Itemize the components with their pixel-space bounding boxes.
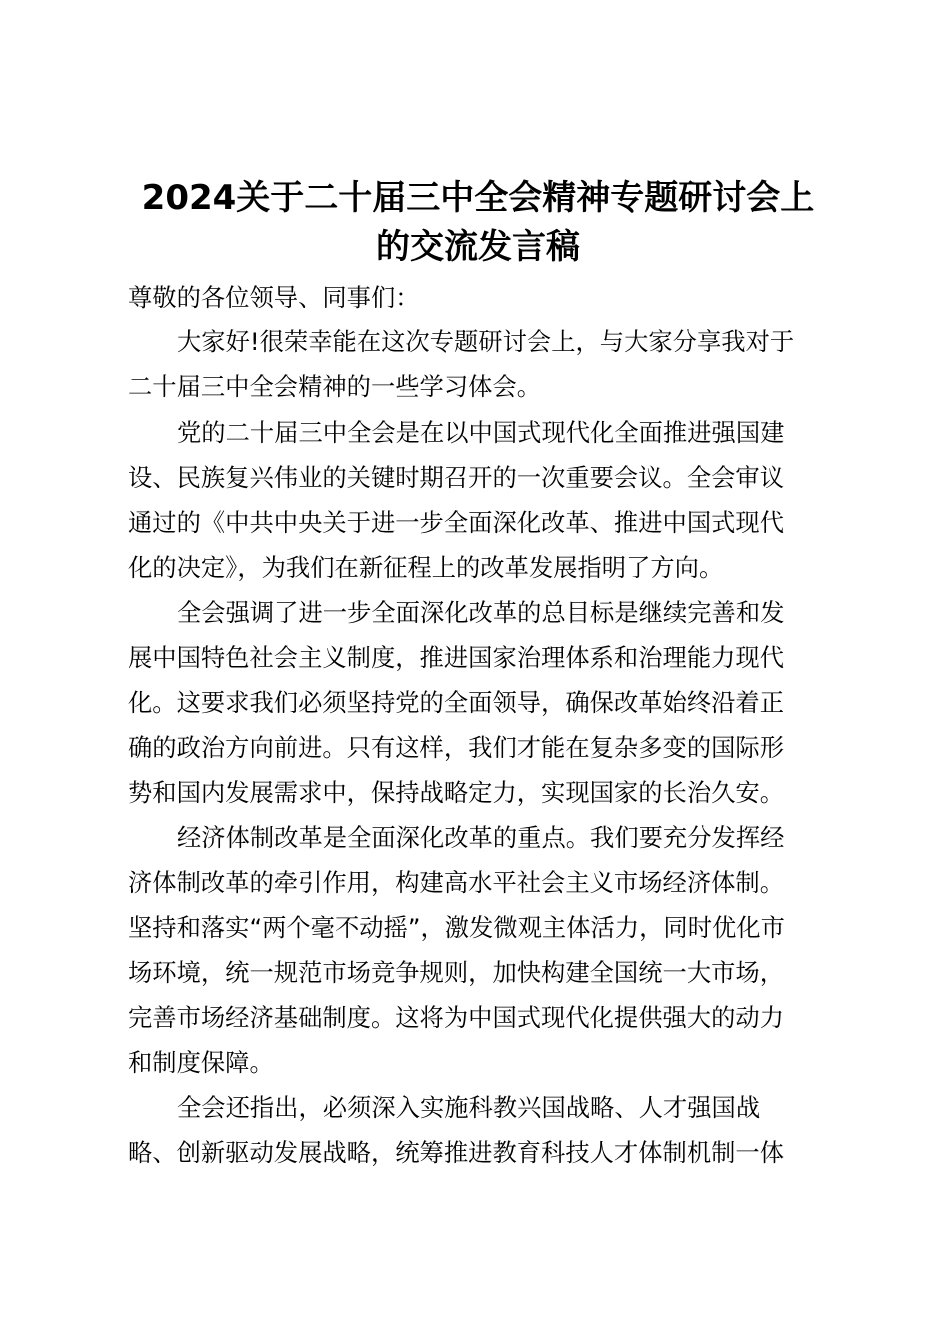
paragraph-line: 全会强调了进一步全面深化改革的总目标是继续完善和发 xyxy=(177,598,785,627)
paragraph-line: 化。这要求我们必须坚持党的全面领导，确保改革始终沿着正 xyxy=(128,688,785,717)
document-title-line-2: 的交流发言稿 xyxy=(376,227,580,267)
document-title-line-1: 2024关于二十届三中全会精神专题研讨会上 xyxy=(141,178,815,218)
paragraph-line: 势和国内发展需求中，保持战略定力，实现国家的长治久安。 xyxy=(128,778,785,807)
paragraph-line: 济体制改革的牵引作用，构建高水平社会主义市场经济体制。 xyxy=(128,868,785,897)
paragraph-line: 经济体制改革是全面深化改革的重点。我们要充分发挥经 xyxy=(177,823,785,852)
paragraph-line: 通过的《中共中央关于进一步全面深化改革、推进中国式现代 xyxy=(128,508,785,537)
paragraph-line: 全会还指出，必须深入实施科教兴国战略、人才强国战 xyxy=(177,1093,761,1122)
paragraph-line: 略、创新驱动发展战略，统筹推进教育科技人才体制机制一体 xyxy=(128,1138,785,1167)
paragraph-line: 坚持和落实“两个毫不动摇”，激发微观主体活力，同时优化市 xyxy=(128,913,785,942)
paragraph-line: 二十届三中全会精神的一些学习体会。 xyxy=(128,372,542,401)
paragraph-line: 党的二十届三中全会是在以中国式现代化全面推进强国建 xyxy=(177,418,785,447)
paragraph-line: 设、民族复兴伟业的关键时期召开的一次重要会议。全会审议 xyxy=(128,463,785,492)
paragraph-line: 展中国特色社会主义制度，推进国家治理体系和治理能力现代 xyxy=(128,643,785,672)
paragraph-line: 确的政治方向前进。只有这样，我们才能在复杂多变的国际形 xyxy=(128,733,785,762)
paragraph-line: 大家好!很荣幸能在这次专题研讨会上，与大家分享我对于 xyxy=(177,327,795,356)
paragraph-line: 化的决定》，为我们在新征程上的改革发展指明了方向。 xyxy=(128,553,724,582)
paragraph-line: 完善市场经济基础制度。这将为中国式现代化提供强大的动力 xyxy=(128,1003,785,1032)
salutation: 尊敬的各位领导、同事们： xyxy=(128,283,420,312)
paragraph-line: 场环境，统一规范市场竞争规则，加快构建全国统一大市场， xyxy=(128,958,785,987)
paragraph-line: 和制度保障。 xyxy=(128,1048,274,1077)
